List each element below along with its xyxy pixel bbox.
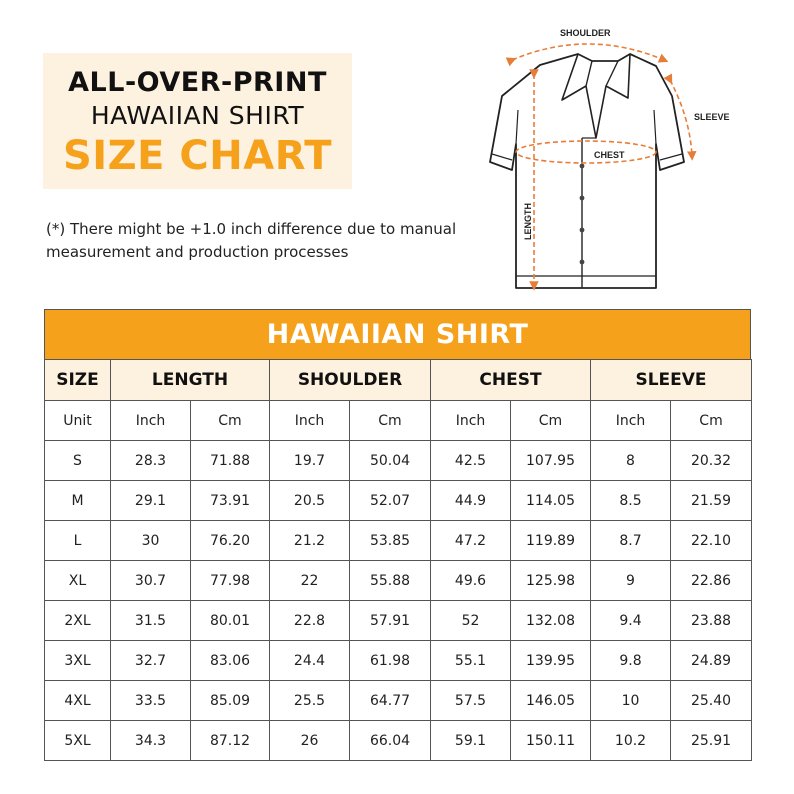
value-cell: 23.88 <box>671 601 752 641</box>
value-cell: 76.20 <box>191 521 270 561</box>
group-header: SIZE <box>45 360 111 401</box>
value-cell: 52 <box>431 601 511 641</box>
value-cell: 19.7 <box>270 441 350 481</box>
value-cell: 150.11 <box>511 721 591 761</box>
value-cell: 28.3 <box>111 441 191 481</box>
shoulder-arrow <box>512 44 664 60</box>
table-row <box>45 561 752 601</box>
value-cell: 71.88 <box>191 441 270 481</box>
unit-cell: Inch <box>431 401 511 441</box>
value-cell: 146.05 <box>511 681 591 721</box>
group-header: SLEEVE <box>591 360 752 401</box>
value-cell: 22.10 <box>671 521 752 561</box>
value-cell: 64.77 <box>350 681 431 721</box>
value-cell: 114.05 <box>511 481 591 521</box>
size-table <box>44 309 751 759</box>
value-cell: 32.7 <box>111 641 191 681</box>
value-cell: 29.1 <box>111 481 191 521</box>
sleeve-label: SLEEVE <box>694 112 730 122</box>
measurement-note: (*) There might be +1.0 inch difference due to manual measurement and production processes <box>46 220 457 261</box>
value-cell: 30.7 <box>111 561 191 601</box>
table-row <box>45 481 752 521</box>
group-header: LENGTH <box>111 360 270 401</box>
value-cell: 8.7 <box>591 521 671 561</box>
table-title: HAWAIIAN SHIRT <box>44 309 751 360</box>
value-cell: 49.6 <box>431 561 511 601</box>
value-cell: 22.86 <box>671 561 752 601</box>
unit-cell: Cm <box>350 401 431 441</box>
value-cell: 9 <box>591 561 671 601</box>
value-cell: 9.4 <box>591 601 671 641</box>
value-cell: 9.8 <box>591 641 671 681</box>
value-cell: 83.06 <box>191 641 270 681</box>
value-cell: 73.91 <box>191 481 270 521</box>
value-cell: 22.8 <box>270 601 350 641</box>
value-cell: 61.98 <box>350 641 431 681</box>
value-cell: 33.5 <box>111 681 191 721</box>
table-row <box>45 641 752 681</box>
value-cell: 80.01 <box>191 601 270 641</box>
value-cell: 87.12 <box>191 721 270 761</box>
table-row <box>45 721 752 761</box>
value-cell: 44.9 <box>431 481 511 521</box>
size-cell: 5XL <box>45 721 111 761</box>
value-cell: 132.08 <box>511 601 591 641</box>
size-cell: 3XL <box>45 641 111 681</box>
value-cell: 10.2 <box>591 721 671 761</box>
value-cell: 55.1 <box>431 641 511 681</box>
value-cell: 34.3 <box>111 721 191 761</box>
value-cell: 20.32 <box>671 441 752 481</box>
value-cell: 119.89 <box>511 521 591 561</box>
value-cell: 30 <box>111 521 191 561</box>
value-cell: 21.2 <box>270 521 350 561</box>
title-line-1: ALL-OVER-PRINT <box>68 67 327 98</box>
unit-row <box>45 401 752 441</box>
chest-label: CHEST <box>594 150 625 160</box>
value-cell: 57.5 <box>431 681 511 721</box>
value-cell: 26 <box>270 721 350 761</box>
value-cell: 21.59 <box>671 481 752 521</box>
table-row <box>45 521 752 561</box>
unit-cell: Inch <box>270 401 350 441</box>
size-cell: XL <box>45 561 111 601</box>
value-cell: 8 <box>591 441 671 481</box>
value-cell: 25.91 <box>671 721 752 761</box>
value-cell: 25.40 <box>671 681 752 721</box>
unit-cell: Cm <box>511 401 591 441</box>
value-cell: 24.4 <box>270 641 350 681</box>
value-cell: 52.07 <box>350 481 431 521</box>
value-cell: 31.5 <box>111 601 191 641</box>
table-row <box>45 601 752 641</box>
value-cell: 22 <box>270 561 350 601</box>
group-header: CHEST <box>431 360 591 401</box>
size-grid <box>44 359 752 761</box>
group-header: SHOULDER <box>270 360 431 401</box>
shirt-diagram <box>478 18 748 300</box>
title-panel <box>43 53 352 189</box>
value-cell: 66.04 <box>350 721 431 761</box>
group-header-row <box>45 360 752 401</box>
unit-cell: Inch <box>111 401 191 441</box>
unit-cell: Unit <box>45 401 111 441</box>
value-cell: 25.5 <box>270 681 350 721</box>
unit-cell: Inch <box>591 401 671 441</box>
size-cell: S <box>45 441 111 481</box>
value-cell: 24.89 <box>671 641 752 681</box>
value-cell: 125.98 <box>511 561 591 601</box>
size-cell: L <box>45 521 111 561</box>
value-cell: 50.04 <box>350 441 431 481</box>
value-cell: 139.95 <box>511 641 591 681</box>
value-cell: 47.2 <box>431 521 511 561</box>
value-cell: 57.91 <box>350 601 431 641</box>
value-cell: 85.09 <box>191 681 270 721</box>
value-cell: 20.5 <box>270 481 350 521</box>
value-cell: 10 <box>591 681 671 721</box>
unit-cell: Cm <box>671 401 752 441</box>
value-cell: 55.88 <box>350 561 431 601</box>
value-cell: 77.98 <box>191 561 270 601</box>
length-label: LENGTH <box>523 203 533 240</box>
table-row <box>45 681 752 721</box>
value-cell: 59.1 <box>431 721 511 761</box>
value-cell: 53.85 <box>350 521 431 561</box>
size-cell: 2XL <box>45 601 111 641</box>
value-cell: 8.5 <box>591 481 671 521</box>
size-cell: 4XL <box>45 681 111 721</box>
title-line-3: SIZE CHART <box>62 133 333 179</box>
table-row <box>45 441 752 481</box>
value-cell: 107.95 <box>511 441 591 481</box>
shoulder-label: SHOULDER <box>560 28 611 38</box>
size-cell: M <box>45 481 111 521</box>
unit-cell: Cm <box>191 401 270 441</box>
value-cell: 42.5 <box>431 441 511 481</box>
title-line-2: HAWAIIAN SHIRT <box>90 101 305 130</box>
